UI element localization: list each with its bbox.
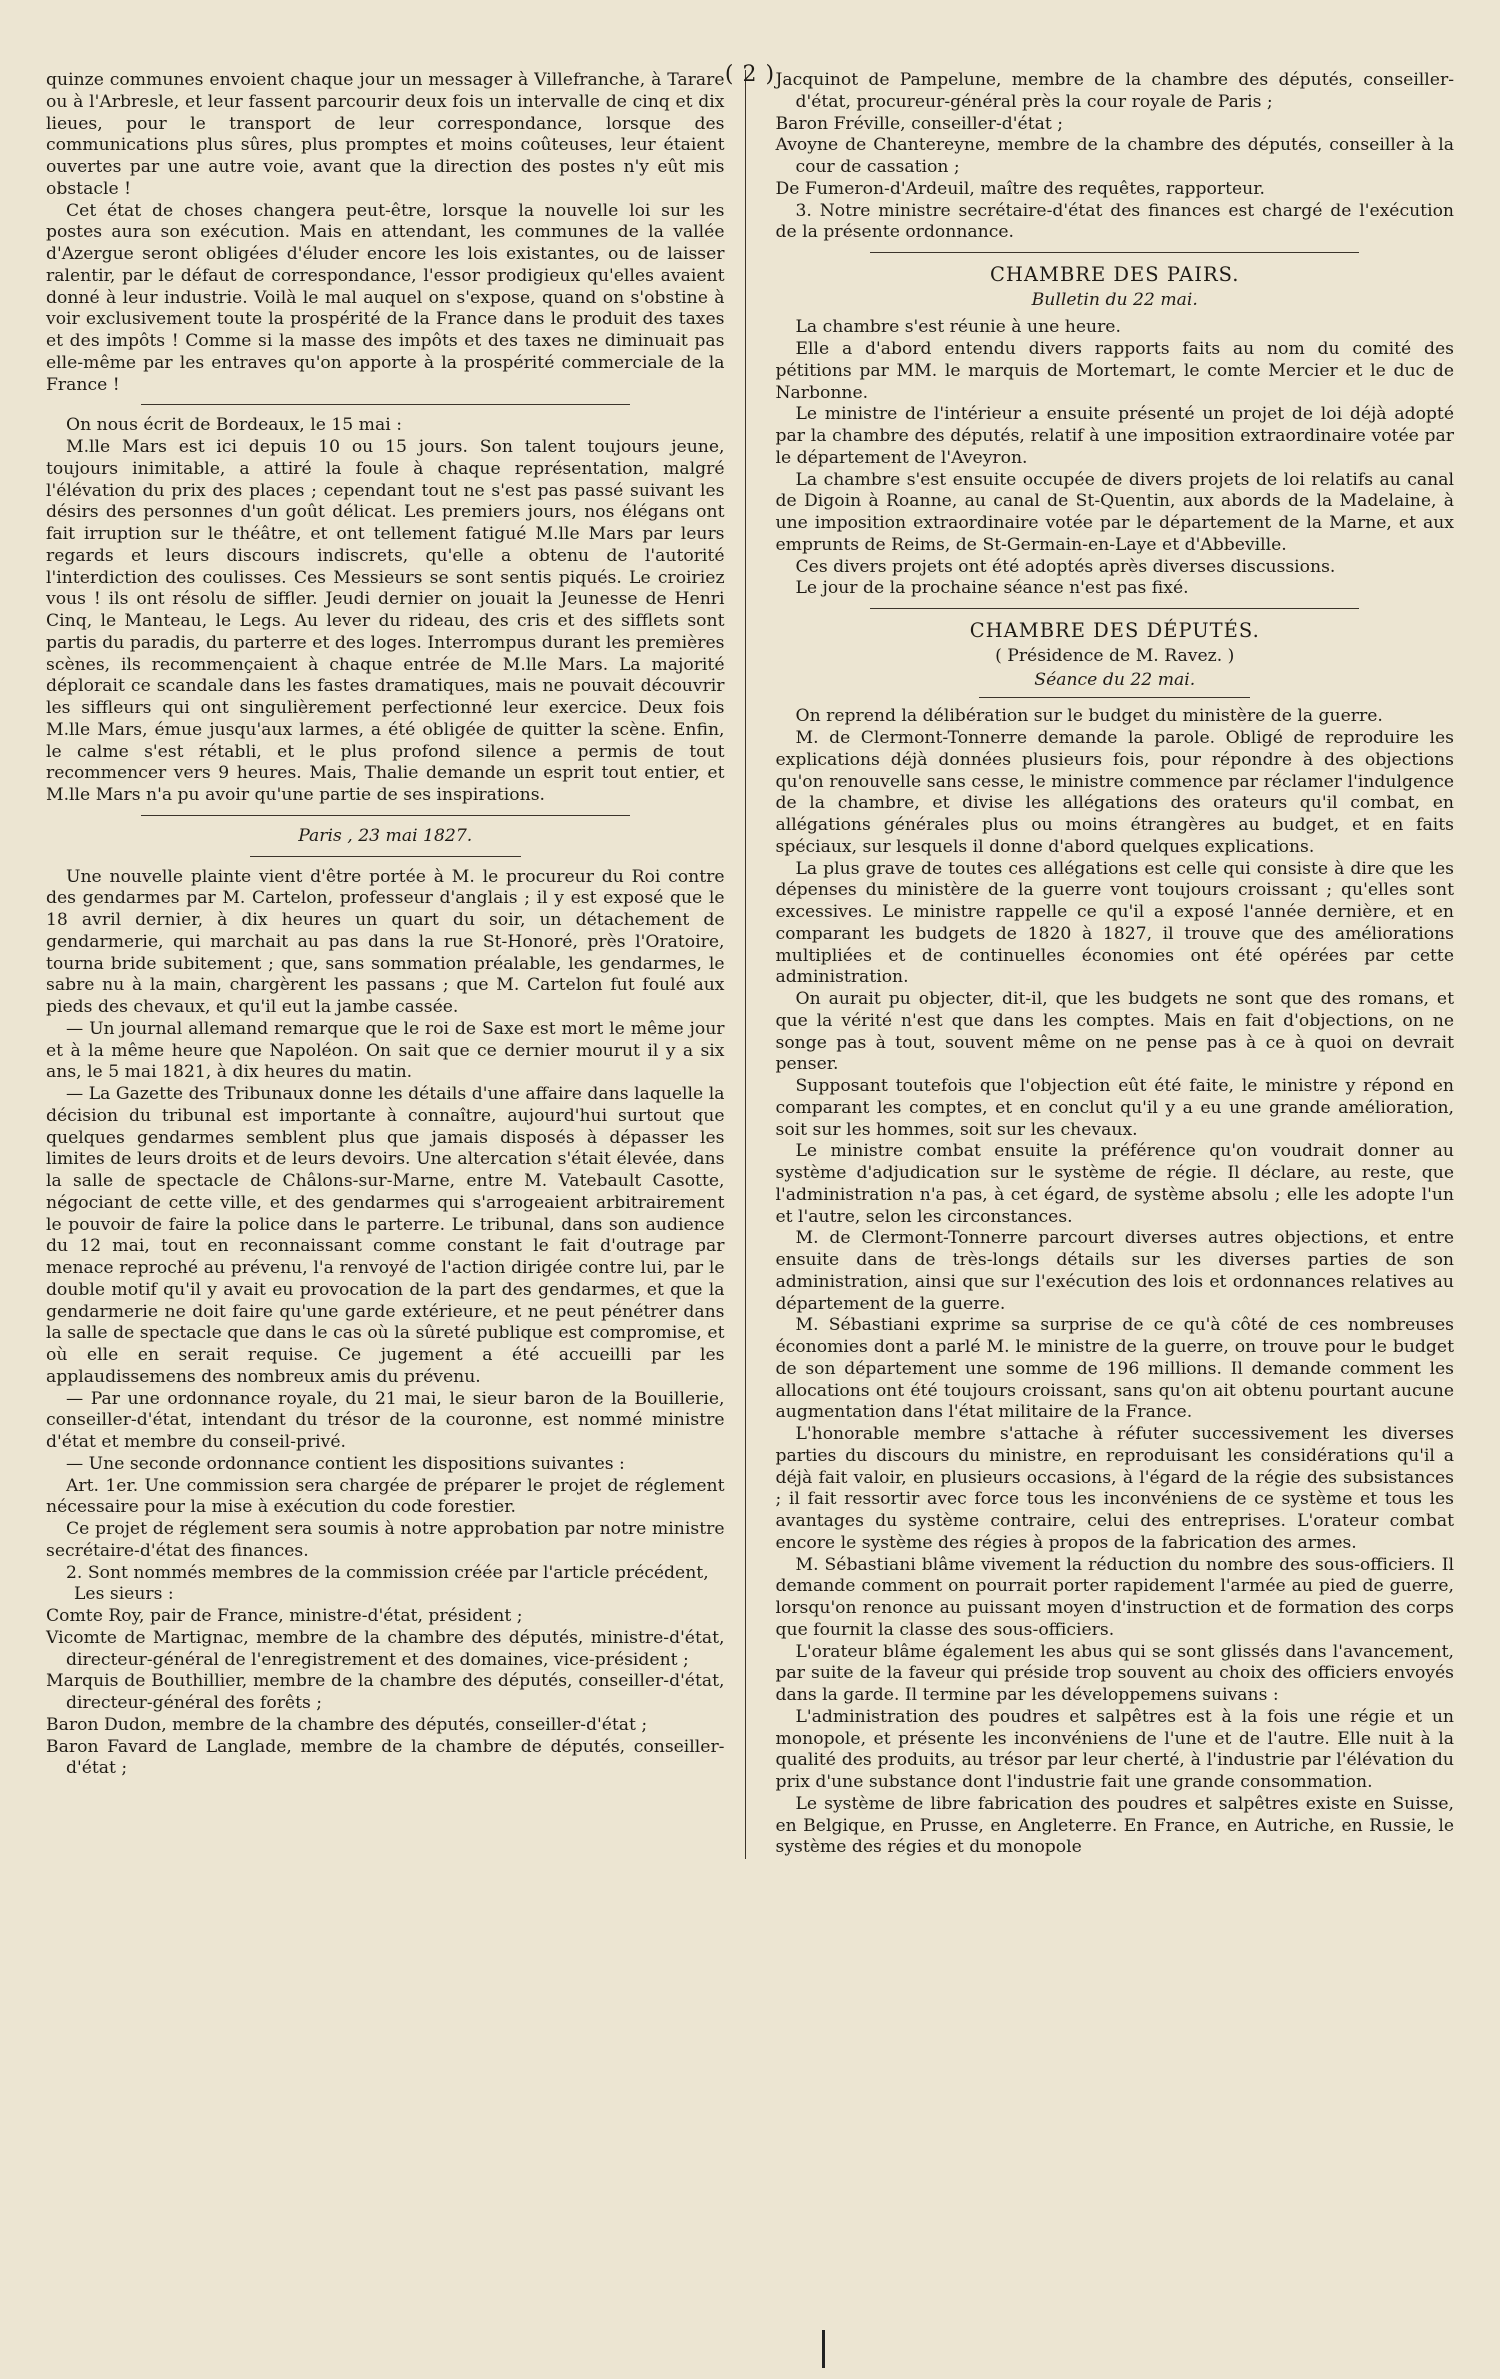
- commission-member: Jacquinot de Pampelune, membre de la chambre des députés, conseiller-d'état, procureur-général près la cour royale de Paris ;: [775, 70, 1454, 112]
- commission-member: Baron Dudon, membre de la chambre des députés, conseiller-d'état ;: [46, 1714, 648, 1735]
- seance-divider: [979, 697, 1250, 698]
- section-divider: [870, 608, 1359, 609]
- article-paragraph: Le ministre de l'intérieur a ensuite présenté un projet de loi déjà adopté par la chambre des députés, relatif à une imposition extraordinaire votée par le département de l'Aveyron.: [775, 404, 1454, 468]
- article-paragraph: — Une seconde ordonnance contient les dispositions suivantes :: [66, 1453, 625, 1474]
- article-paragraph: Ces divers projets ont été adoptés après diverses discussions.: [795, 556, 1336, 577]
- section-divider: [870, 252, 1359, 253]
- article-paragraph: La chambre s'est réunie à une heure.: [795, 317, 1121, 338]
- ordinance-article: 2. Sont nommés membres de la commission créée par l'article précédent,: [66, 1562, 709, 1583]
- article-paragraph: On aurait pu objecter, dit-il, que les budgets ne sont que des romans, et que la vérité n'est que dans les comptes. Mais en fait d'objections, on ne songe pas à tout, souvent même on ne pense pas à ce à quoi on devrait penser.: [775, 989, 1454, 1075]
- bordeaux-article: M.lle Mars est ici depuis 10 ou 15 jours. Son talent toujours jeune, toujours inimitable, a attiré la foule à chaque représentation, malgré l'élévation du prix des places ; cependant tout ne s'est pas passé suivant les désirs des personnes d'un goût délicat. Les premiers jours, nos élégans ont fait irruption sur le théâtre, et ont tellement fatigué M.lle Mars par leurs regards et leurs discours indiscrets, qu'elle a obtenu de l'autorité l'interdiction des coulisses. Ces Messieurs se sont sentis piqués. Le croiriez vous ! ils ont résolu de siffler. Jeudi dernier on jouait la Jeunesse de Henri Cinq, le Manteau, le Legs. Au lever du rideau, des cris et des sifflets sont partis du paradis, du parterre et des loges. Interrompus durant les premières scènes, ils recommençaient à chaque entrée de M.lle Mars. La majorité déplorait ce scandale dans les fastes dramatiques, mais ne pouvait découvrir les siffleurs qui ont singulièrement perfectionné leur exercice. Deux fois M.lle Mars, émue jusqu'aux larmes, a été obligée de quitter la scène. Enfin, le calme s'est rétabli, et le plus profond silence a permis de tout recommencer vers 9 heures. Mais, Thalie demande un esprit tout entier, et M.lle Mars n'a pu avoir qu'une partie de ses inspirations.: [46, 437, 725, 805]
- article-paragraph: M. de Clermont-Tonnerre demande la parole. Obligé de reproduire les explications déjà données plusieurs fois, pour répondre à des objections qu'on renouvelle sans cesse, le ministre commence par réclamer l'indulgence de la chambre, et divise les allégations des orateurs qu'il combat, en allégations générales plus ou moins étrangères au budget, et en faits spéciaux, sur lesquels il donne d'abord quelques explications.: [775, 728, 1454, 857]
- article-paragraph: Elle a d'abord entendu divers rapports faits au nom du comité des pétitions par MM. le marquis de Mortemart, le comte Mercier et le duc de Narbonne.: [775, 339, 1454, 403]
- section-divider: [141, 815, 630, 816]
- right-column: [774, 70, 1455, 1859]
- article-paragraph: Supposant toutefois que l'objection eût été faite, le ministre y répond en comparant les comptes, et en conclut qu'il y a eu une grande amélioration, soit sur les hommes, soit sur les chevaux.: [775, 1076, 1454, 1140]
- article-paragraph: — Un journal allemand remarque que le roi de Saxe est mort le même jour et à la même heure que Napoléon. On sait que ce dernier mourut il y a six ans, le 5 mai 1821, à dix heures du matin.: [46, 1018, 725, 1083]
- article-paragraph: — Par une ordonnance royale, du 21 mai, le sieur baron de la Bouillerie, conseiller-d'état, intendant du trésor de la couronne, est nommé ministre d'état et membre du conseil-privé.: [46, 1388, 725, 1452]
- pairs-bulletin: Bulletin du 22 mai.: [1031, 289, 1198, 310]
- article-paragraph: Le jour de la prochaine séance n'est pas fixé.: [795, 578, 1189, 599]
- commission-member: Avoyne de Chantereyne, membre de la chambre des députés, conseiller à la cour de cassation ;: [775, 135, 1454, 177]
- commission-member: Baron Favard de Langlade, membre de la chambre de députés, conseiller-d'état ;: [46, 1736, 725, 1779]
- ordinance-article: Art. 1er. Une commission sera chargée de préparer le projet de réglement nécessaire pour la mise à exécution du code forestier.: [46, 1475, 725, 1518]
- section-title-deputes: CHAMBRE DES DÉPUTÉS.: [969, 619, 1260, 643]
- commission-member: Marquis de Bouthillier, membre de la chambre des députés, conseiller-d'état, directeur-général des forêts ;: [46, 1671, 725, 1713]
- article-paragraph: M. de Clermont-Tonnerre parcourt diverses autres objections, et entre ensuite dans de très-longs détails sur les diverses parties de son administration, ainsi que sur l'exécution des lois et ordonnances relatives au département de la guerre.: [775, 1228, 1454, 1314]
- article-paragraph: Une nouvelle plainte vient d'être portée à M. le procureur du Roi contre des gendarmes par M. Cartelon, professeur d'anglais ; il y est exposé que le 18 avril dernier, à dix heures un quart du soir, un détachement de gendarmerie, qui marchait au pas dans la rue St-Honoré, près l'Oratoire, tourna bride subitement ; que, sans sommation préalable, les gendarmes, le sabre nu à la main, chargèrent les passans ; que M. Cartelon fut foulé aux pieds des chevaux, et qu'il eut la jambe cassée.: [46, 866, 725, 1017]
- article-paragraph: L'administration des poudres et salpêtres est à la fois une régie et un monopole, et présente les inconvéniens de l'une et de l'autre. Elle nuit à la qualité des produits, au trésor par leur cherté, à l'industrie par l'élévation du prix d'une substance dont l'industrie fait une grande consommation.: [775, 1706, 1454, 1793]
- commission-member: De Fumeron-d'Ardeuil, maître des requêtes, rapporteur.: [775, 178, 1266, 199]
- commission-member: Vicomte de Martignac, membre de la chambre des députés, ministre-d'état, directeur-général de l'enregistrement et des domaines, vice-président ;: [46, 1627, 725, 1670]
- article-paragraph: L'honorable membre s'attache à réfuter successivement les diverses parties du discours du ministre, en reproduisant les considérations qu'il a déjà fait valoir, en plusieurs occasions, à l'égard de la régie des subsistances ; il fait ressortir avec force tous les inconvéniens de ce système et tous les avantages du système contraire, celui des entreprises. L'orateur combat encore le système des régies à propos de la fabrication des armes.: [775, 1424, 1454, 1553]
- article-paragraph: L'orateur blâme également les abus qui se sont glissés dans l'avancement, par suite de la faveur qui préside trop souvent au choix des officiers envoyés dans la garde. Il termine par les développemens suivans :: [775, 1641, 1454, 1706]
- section-title-pairs: CHAMBRE DES PAIRS.: [989, 263, 1240, 286]
- commission-member: Comte Roy, pair de France, ministre-d'état, président ;: [46, 1606, 523, 1626]
- ordinance-list-heading: Les sieurs :: [74, 1584, 174, 1605]
- ordinance-article: 3. Notre ministre secrétaire-d'état des finances est chargé de l'exécution de la présente ordonnance.: [775, 200, 1454, 243]
- left-column: [46, 70, 746, 1859]
- article-paragraph: — La Gazette des Tribunaux donne les détails d'une affaire dans laquelle la décision du tribunal est importante à connaître, aujourd'hui surtout que quelques gendarmes semblent plus que jamais disposés à dépasser les limites de leurs droits et de leurs devoirs. Une altercation s'était élevée, dans la salle de spectacle de Châlons-sur-Marne, entre M. Vatebault Casotte, négociant de cette ville, et des gendarmes qui s'arrogeaient arbitrairement le pouvoir de faire la police dans le parterre. Le tribunal, dans son audience du 12 mai, tout en reconnaissant comme constant le fait d'outrage par menace reproché au prévenu, l'a renvoyé de l'action dirigée contre lui, par le double motif qu'il y avait eu provocation de la part des gendarmes, et que la gendarmerie ne doit faire qu'une garde extérieure, et ne peut pénétrer dans la salle de spectacle que dans le cas où la sûreté publique est compromise, et où elle en serait requise. Ce jugement a été accueilli par les applaudissemens des nombreux amis du prévenu.: [46, 1084, 725, 1387]
- article-paragraph: M. Sébastiani blâme vivement la réduction du nombre des sous-officiers. Il demande comment on pourrait porter rapidement l'armée au pied de guerre, lorsqu'on renonce au puissant moyen d'instruction et de formation des corps que fournit la classe des sous-officiers.: [775, 1554, 1454, 1640]
- article-paragraph: quinze communes envoient chaque jour un messager à Villefranche, à Tarare ou à l'Arbresle, et leur fassent parcourir deux fois un intervalle de cinq et dix lieues, pour le transport de leur correspondance, lorsque des communications plus sûres, plus promptes et moins coûteuses, leur étaient ouvertes par une autre voie, avant que la direction des postes n'y eût mis obstacle !: [46, 70, 725, 199]
- article-paragraph: Cet état de choses changera peut-être, lorsque la nouvelle loi sur les postes aura son exécution. Mais en attendant, les communes de la vallée d'Azergue seront obligées d'éluder encore les lois existantes, ou de laisser ralentir, par le défaut de correspondance, l'essor prodigieux qu'elles avaient donné à leur industrie. Voilà le mal auquel on s'expose, quand on s'obstine à voir exclusivement toute la prospérité de la France dans le produit des taxes et des impôts ! Comme si la masse des impôts et des taxes ne diminuait pas elle-même par les entraves qu'on apporte à la prospérité commerciale de la France !: [46, 200, 725, 395]
- two-column-layout: [46, 70, 1454, 1859]
- article-paragraph: La chambre s'est ensuite occupée de divers projets de loi relatifs au canal de Digoin à Roanne, au canal de St-Quentin, aux abords de la Madelaine, à une imposition extraordinaire votée par le département de la Marne, et aux emprunts de Reims, de St-Germain-en-Laye et d'Abbeville.: [775, 469, 1454, 555]
- deputes-presidence: ( Présidence de M. Ravez. ): [995, 645, 1235, 666]
- article-paragraph: La plus grave de toutes ces allégations est celle qui consiste à dire que les dépenses du ministère de la guerre vont toujours croissant ; qu'elles sont excessives. Le ministre rappelle ce qu'il a exposé l'année dernière, et en comparant les budgets de 1820 à 1827, il trouve que des améliorations multipliées et de continuelles économies ont été opérées par cette administration.: [775, 858, 1454, 988]
- margin-mark: [822, 2330, 825, 2368]
- dateline-divider: [250, 856, 521, 857]
- paris-dateline: Paris , 23 mai 1827.: [298, 825, 473, 846]
- bordeaux-intro: On nous écrit de Bordeaux, le 15 mai :: [66, 415, 402, 436]
- article-paragraph: On reprend la délibération sur le budget du ministère de la guerre.: [795, 706, 1383, 727]
- article-paragraph: M. Sébastiani exprime sa surprise de ce qu'à côté de ces nombreuses économies dont a parlé M. le ministre de la guerre, on trouve pour le budget de son département une somme de 196 millions. Il demande comment les allocations ont été toujours croissant, sans qu'on ait obtenu pourtant aucune augmentation dans l'état militaire de la France.: [775, 1315, 1454, 1423]
- article-paragraph: Le système de libre fabrication des poudres et salpêtres existe en Suisse, en Belgique, en Prusse, en Angleterre. En France, en Autriche, en Russie, le système des régies et du monopole: [775, 1793, 1454, 1858]
- page-number: ( 2 ): [724, 62, 776, 87]
- section-divider: [141, 404, 630, 405]
- ordinance-article: Ce projet de réglement sera soumis à notre approbation par notre ministre secrétaire-d'état des finances.: [46, 1519, 725, 1561]
- commission-member: Baron Fréville, conseiller-d'état ;: [775, 113, 1064, 134]
- deputes-seance: Séance du 22 mai.: [1034, 669, 1196, 690]
- article-paragraph: Le ministre combat ensuite la préférence qu'on voudrait donner au système d'adjudication sur le système de régie. Il déclare, au reste, que l'administration n'a pas, à cet égard, de système absolu ; elle les adopte l'un et l'autre, selon les circonstances.: [775, 1141, 1454, 1227]
